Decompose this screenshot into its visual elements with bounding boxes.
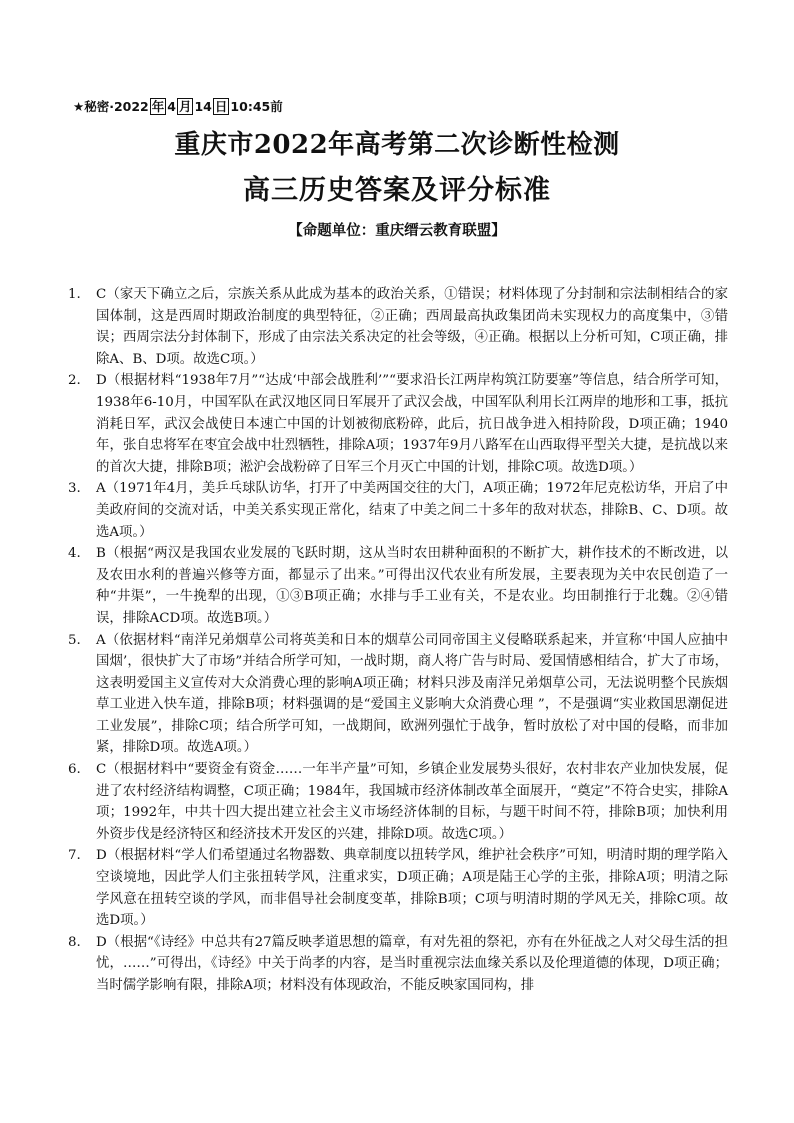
answer-text: D（根据材料“学人们希望通过名物器数、典章制度以扭转学风，维护社会秩序”可知，明清时期的理学陷入空谈境地，因此学人们主张扭转学风，注重求实，D项正确；A项是陆王心学的主张，排除A项；明清之际学风意在扭转空谈的学风，而非倡导社会制度变革，排除B项；C项与明清时期的学风无关，排除C项。故选D项。）	[96, 848, 728, 929]
answer-item	[68, 630, 728, 760]
answer-number: 7.	[68, 848, 81, 864]
answer-item	[68, 932, 728, 997]
answer-number: 1.	[68, 287, 81, 302]
answer-list	[68, 284, 728, 997]
issuing-unit: 【命题单位：重庆缙云教育联盟】	[288, 223, 506, 239]
answer-item	[68, 370, 728, 478]
answer-item	[68, 845, 728, 931]
document-subtitle: 高三历史答案及评分标准	[243, 175, 551, 206]
answer-number: 5.	[68, 632, 81, 648]
answer-text: A（1971年4月，美乒乓球队访华，打开了中美两国交往的大门，A项正确；1972年尼克松访华，开启了中美政府间的交流对话，中美关系实现正常化，结束了中美之间二十多年的敌对状态，排除B、C、D项。故选A项。）	[96, 481, 728, 540]
document-title: 重庆市2022年高考第二次诊断性检测	[174, 130, 620, 160]
answer-number: 4.	[68, 546, 81, 562]
answer-number: 3.	[68, 481, 81, 497]
confidential-notice: ★秘密·2022 年 4 月 14 日 10:45前	[73, 99, 283, 114]
answer-text: C（家天下确立之后，宗族关系从此成为基本的政治关系，①错误；材料体现了分封制和宗法制相结合的家国体制，这是西周时期政治制度的典型特征，②正确；西周最高执政集团尚未实现权力的高度集中，③错误；西周宗法分封体制下，形成了由宗法关系决定的社会等级，④正确。根据以上分析可知，C项正确，排除A、B、D项。故选C项。）	[96, 287, 728, 367]
answer-number: 8.	[68, 934, 81, 950]
answer-text: D（根据“《诗经》中总共有27篇反映孝道思想的篇章，有对先祖的祭祀，亦有在外征战之人对父母生活的担忧，……”可得出，《诗经》中关于尚孝的内容，是当时重视宗法血缘关系以及伦理道德的体现，D项正确；当时儒学影响有限，排除A项；材料没有体现政治，不能反映家国同构，排	[96, 934, 728, 993]
answer-text: D（根据材料“1938年7月”“达成‘中部会战胜利’”“要求沿长江两岸构筑江防要塞”等信息，结合所学可知，1938年6-10月，中国军队在武汉地区同日军展开了武汉会战，中国军队利用长江两岸的地形和工事，抵抗消耗日军，武汉会战使日本速亡中国的计划被彻底粉碎，此后，抗日战争进入相持阶段，D项正确；1940年，张自忠将军在枣宜会战中壮烈牺牲，排除A项；1937年9月八路军在山西取得平型关大捷，是抗战以来的首次大捷，排除B项；淞沪会战粉碎了日军三个月灭亡中国的计划，排除C项。故选D项。）	[96, 373, 728, 475]
answer-item	[68, 759, 728, 845]
answer-item	[68, 478, 728, 543]
answer-item	[68, 543, 728, 629]
answer-text: A（依据材料“南洋兄弟烟草公司将英美和日本的烟草公司同帝国主义侵略联系起来，并宣称‘中国人应抽中国烟’，很快扩大了市场”并结合所学可知，一战时期，商人将广告与时局、爱国情感相结合，扩大了市场，这表明爱国主义宣传对大众消费心理的影响A项正确；材料只涉及南洋兄弟烟草公司，无法说明整个民族烟草工业进入快车道，排除B项；材料强调的是“爱国主义影响大众消费心理 ”，不是强调“实业救国思潮促进工业发展”，排除C项；结合所学可知，一战期间，欧洲列强忙于战争，暂时放松了对中国的侵略，而非加紧，排除D项。故选A项。）	[96, 632, 728, 756]
answer-text: B（根据“两汉是我国农业发展的飞跃时期，这从当时农田耕种面积的不断扩大，耕作技术的不断改进，以及农田水利的普遍兴修等方面，都显示了出来。”可得出汉代农业有所发展，主要表现为关中农民创造了一种“井渠”，一牛挽犁的出现，①③B项正确；水排与手工业有关，不是农业。均田制推行于北魏。②④错误，排除ACD项。故选B项。）	[96, 546, 728, 626]
answer-number: 2.	[68, 373, 81, 389]
answer-number: 6.	[68, 762, 81, 778]
answer-text: C（根据材料中“要资金有资金……一年半产量”可知，乡镇企业发展势头很好，农村非农产业加快发展，促进了农村经济结构调整，C项正确；1984年，我国城市经济体制改革全面展开，“奠定”不符合史实，排除A项；1992年，中共十四大提出建立社会主义市场经济体制的目标，与题干时间不符，排除B项；加快利用外资步伐是经济特区和经济技术开发区的兴建，排除D项。故选C项。）	[96, 762, 728, 842]
answer-item	[68, 284, 728, 370]
